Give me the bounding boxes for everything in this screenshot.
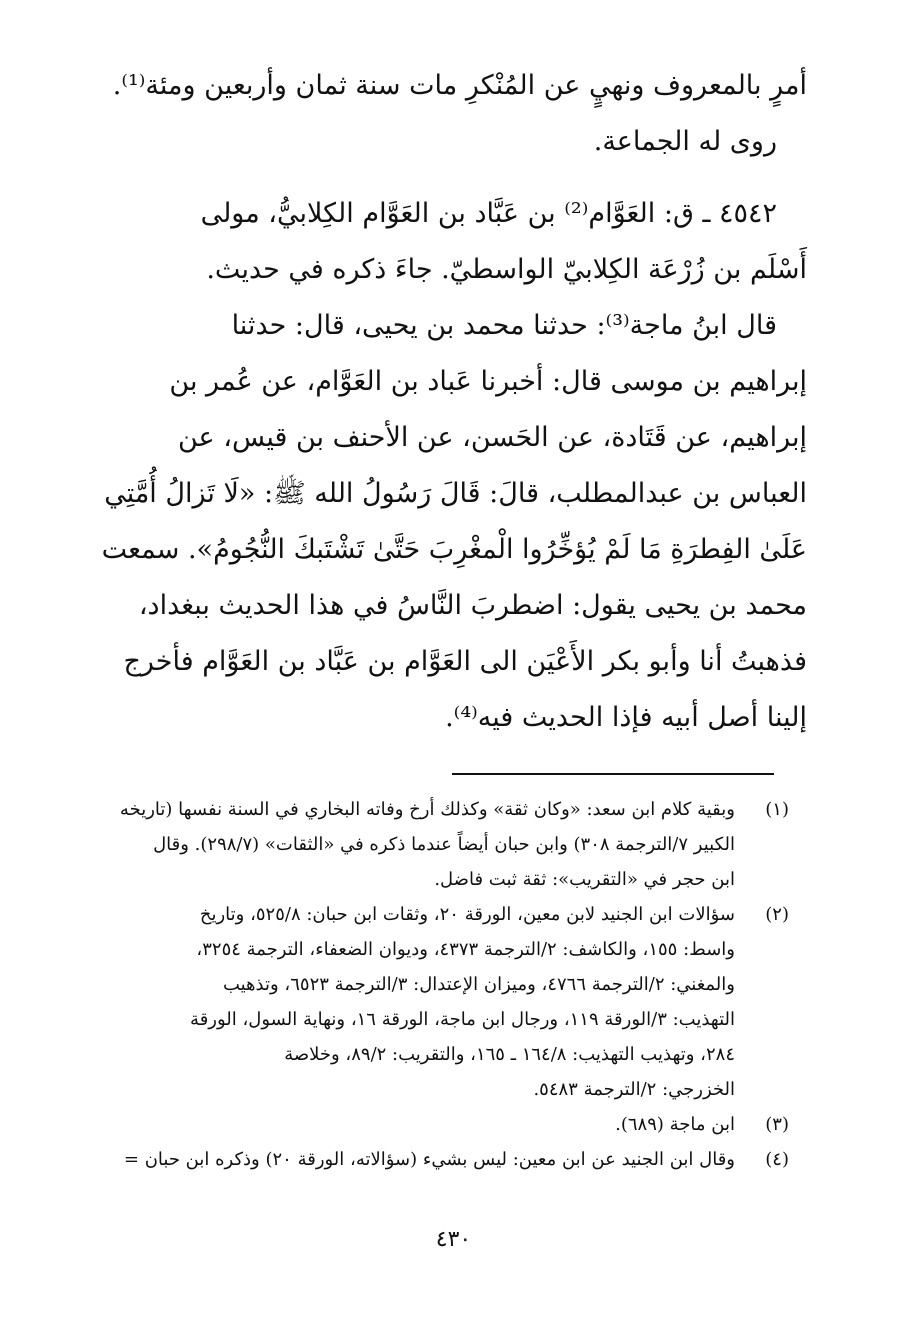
footnote-line: ٢٨٤، وتهذيب التهذيب: ١٦٤/٨ ـ ١٦٥، والتقريب: ٨٩/٢، وخلاصة: [284, 1044, 735, 1065]
paragraph-gap: [72, 170, 807, 186]
footnote-body: [72, 1142, 735, 1177]
text-line: إبراهيم، عن قَتَادة، عن الحَسن، عن الأحنف بن قيس، عن: [177, 422, 807, 453]
text-line: روى له الجماعة.: [593, 126, 777, 157]
footnote-body: [72, 897, 735, 1107]
text-line: قال ابنُ ماجة⁽³⁾: حدثنا محمد بن يحيى، قال: حدثنا: [231, 310, 777, 341]
footnote-line: التهذيب: ٣/الورقة ١١٩، ورجال ابن ماجة، الورقة ١٦، ونهاية السول، الورقة: [190, 1009, 735, 1030]
footnote-line: سؤالات ابن الجنيد لابن معين، الورقة ٢٠، وثقات ابن حبان: ٥٢٥/٨، وتاريخ: [199, 904, 735, 925]
text-line: أَسْلَم بن زُرْعَة الكِلابيّ الواسطيّ. جاءَ ذكره في حديث.: [206, 254, 807, 285]
text-line: العباس بن عبدالمطلب، قالَ: قَالَ رَسُولُ الله ﷺ: «لَا تَزالُ أُمَّتِي: [104, 478, 807, 509]
footnote-line: واسط: ١٥٥، والكاشف: ٢/الترجمة ٤٣٧٣، وديوان الضعفاء، الترجمة ٣٢٥٤،: [196, 939, 735, 960]
footnotes: [72, 792, 789, 1177]
footnote-separator: [452, 773, 774, 775]
main-text: [72, 58, 807, 746]
footnote-1: [72, 792, 789, 897]
footnote-body: [72, 1107, 735, 1142]
footnote-number: (٤): [765, 1149, 789, 1170]
footnote-body: [72, 792, 735, 897]
footnote-line: الخزرجي: ٢/الترجمة ٥٤٨٣.: [533, 1079, 735, 1100]
text-line: ٤٥٤٢ ـ ق: العَوَّام⁽²⁾ بن عَبَّاد بن العَوَّام الكِلابيُّ، مولى: [200, 198, 777, 229]
text-line: إبراهيم بن موسى قال: أخبرنا عَباد بن العَوَّام، عن عُمر بن: [169, 366, 807, 397]
footnote-line: ابن ماجة (٦٨٩).: [615, 1114, 735, 1135]
footnote-2: [72, 897, 789, 1107]
text-line: عَلَىٰ الفِطرَةِ مَا لَمْ يُؤخِّرُوا الْمغْرِبَ حَتَّىٰ تَشْتَبكَ النُّجُومُ». سمعت: [101, 534, 807, 565]
footnote-line: وبقية كلام ابن سعد: «وكان ثقة» وكذلك أرخ وفاته البخاري في السنة نفسها (تاريخه: [119, 799, 735, 820]
text-line: فذهبتُ أنا وأبو بكر الأَعْيَن الى العَوَّام بن عَبَّاد بن العَوَّام فأخرج: [123, 646, 807, 677]
footnote-line: الكبير ٧/الترجمة ٣٠٨) وابن حبان أيضاً عندما ذكره في «الثقات» (٢٩٨/٧). وقال: [153, 834, 735, 855]
text-line: محمد بن يحيى يقول: اضطربَ النَّاسُ في هذا الحديث ببغداد،: [138, 590, 807, 621]
footnote-line: وقال ابن الجنيد عن ابن معين: ليس بشيء (سؤالاته، الورقة ٢٠) وذكره ابن حبان =: [123, 1149, 735, 1170]
footnote-number: (٢): [765, 904, 789, 925]
footnote-number: (١): [765, 799, 789, 820]
footnote-number: (٣): [765, 1114, 789, 1135]
footnote-4: [72, 1142, 789, 1177]
footnote-line: ابن حجر في «التقريب»: ثقة ثبت فاضل.: [434, 869, 735, 890]
paragraph-previous-entry-end: [72, 58, 807, 170]
footnote-3: [72, 1107, 789, 1142]
footnote-line: والمغني: ٢/الترجمة ٤٧٦٦، وميزان الإعتدال: ٣/الترجمة ٦٥٢٣، وتذهيب: [222, 974, 735, 995]
text-line: أمرٍ بالمعروف ونهيٍ عن المُنْكرِ مات سنة ثمان وأربعين ومئة⁽¹⁾.: [112, 70, 807, 101]
text-line: إلينا أصل أبيه فإذا الحديث فيه⁽⁴⁾.: [445, 702, 807, 733]
page-number: ٤٣٠: [435, 1227, 472, 1252]
paragraph-entry-4542: [72, 186, 807, 746]
